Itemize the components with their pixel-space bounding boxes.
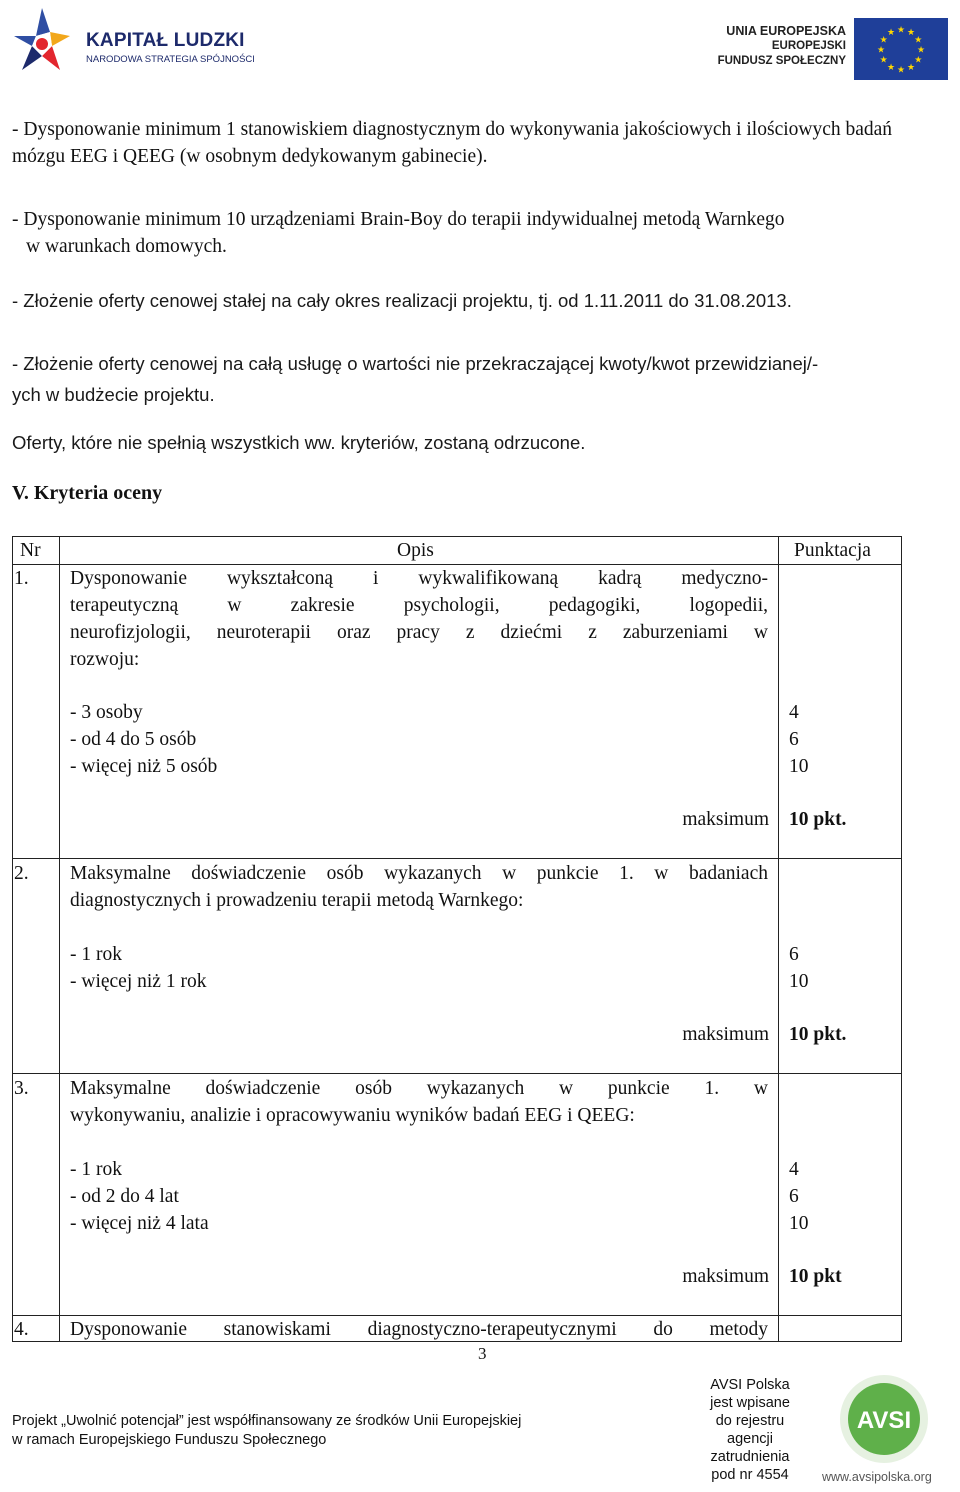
eu-line-2: EUROPEJSKI xyxy=(771,40,846,52)
avsi-url: www.avsipolska.org xyxy=(822,1470,932,1484)
row-3-nr: 3. xyxy=(14,1078,29,1099)
row-1-points: 10 xyxy=(789,756,809,777)
row-2-points: 10 xyxy=(789,971,809,992)
avsi-logo-text: AVSI xyxy=(856,1407,912,1434)
row-2-desc-line: Maksymalne doświadczenie osób wykazanych w punkcie 1. w badaniach xyxy=(70,863,768,884)
requirement-budget xyxy=(12,348,947,410)
requirement-fixed-price: - Złożenie oferty cenowej stałej na cały okres realizacji projektu, tj. od 1.11.2011 do 31.08.2013. xyxy=(12,290,792,311)
requirement-budget-line2: ych w budżecie projektu. xyxy=(12,384,215,405)
eu-star-icon: ★ xyxy=(906,28,916,39)
eu-star-icon: ★ xyxy=(886,62,896,73)
avsi-reg-line: agencji xyxy=(727,1431,773,1447)
row-3-desc-line: wykonywaniu, analizie i opracowywaniu wyników badań EEG i QEEG: xyxy=(70,1105,635,1126)
row-3-option: - 1 rok xyxy=(70,1159,122,1180)
eu-logo xyxy=(717,8,954,76)
eu-star-icon: ★ xyxy=(914,35,923,46)
row-1-points: 6 xyxy=(789,729,799,750)
row-1-option: - więcej niż 5 osób xyxy=(70,756,218,777)
avsi-logo xyxy=(838,1372,930,1466)
avsi-reg-line: zatrudnienia xyxy=(710,1449,790,1465)
project-funding-note xyxy=(12,1412,521,1450)
row-2-max-points: 10 pkt. xyxy=(789,1024,847,1045)
project-funding-line2: w ramach Europejskiego Funduszu Społecznego xyxy=(12,1432,327,1448)
kapital-ludzki-subtitle: NARODOWA STRATEGIA SPÓJNOŚCI xyxy=(86,54,255,65)
row-3-option: - od 2 do 4 lat xyxy=(70,1186,179,1207)
eu-star-icon: ★ xyxy=(896,65,906,76)
row-3-points: 4 xyxy=(789,1159,799,1180)
row-1-desc-line: rozwoju: xyxy=(70,649,140,670)
kapital-ludzki-title: KAPITAŁ LUDZKI xyxy=(86,30,245,51)
row-2-points: 6 xyxy=(789,944,799,965)
row-divider-2 xyxy=(13,1073,901,1074)
row-1-max-label: maksimum xyxy=(682,809,769,830)
row-1-description xyxy=(70,565,768,673)
row-2-option: - 1 rok xyxy=(70,944,122,965)
row-3-points: 10 xyxy=(789,1213,809,1234)
eu-star-icon: ★ xyxy=(916,45,926,56)
row-4-desc-line: Dysponowanie stanowiskami diagnostyczno-terapeutycznymi do metody xyxy=(70,1319,768,1340)
row-2-max-label: maksimum xyxy=(682,1024,769,1045)
requirement-brain-boy-line1: - Dysponowanie minimum 10 urządzeniami Brain-Boy do terapii indywidualnej metodą Warnkego xyxy=(12,209,785,230)
row-2-nr: 2. xyxy=(14,863,29,884)
eu-star-icon: ★ xyxy=(886,28,896,39)
row-3-max-label: maksimum xyxy=(682,1266,769,1287)
row-1-option: - od 4 do 5 osób xyxy=(70,729,197,750)
requirement-eeg-station: - Dysponowanie minimum 1 stanowiskiem diagnostycznym do wykonywania jakościowych i ilościowych badań mózgu EEG i QEEG (w osobnym dedykowanym gabinecie). xyxy=(12,119,893,167)
row-divider-1 xyxy=(13,858,901,859)
row-3-max-points: 10 pkt xyxy=(789,1266,842,1287)
page-number: 3 xyxy=(478,1344,487,1363)
rejection-note: Oferty, które nie spełnią wszystkich ww. kryteriów, zostaną odrzucone. xyxy=(12,432,586,453)
avsi-reg-line: pod nr 4554 xyxy=(711,1467,789,1483)
row-1-desc-line: Dysponowanie wykształconą i wykwalifikowaną kadrą medyczno- xyxy=(70,568,768,589)
eu-star-icon: ★ xyxy=(906,62,916,73)
row-3-desc-line: Maksymalne doświadczenie osób wykazanych w punkcie 1. w xyxy=(70,1078,768,1099)
eu-star-icon: ★ xyxy=(879,35,888,46)
row-2-option: - więcej niż 1 rok xyxy=(70,971,207,992)
row-3-description xyxy=(70,1075,768,1129)
criteria-table xyxy=(12,536,902,1342)
header-opis: Opis xyxy=(397,540,434,561)
row-1-option: - 3 osoby xyxy=(70,702,143,723)
avsi-registration xyxy=(688,1376,812,1484)
kapital-ludzki-logo xyxy=(12,6,255,74)
row-4-nr: 4. xyxy=(14,1319,29,1340)
project-funding-line1: Projekt „Uwolnić potencjał” jest współfinansowany ze środków Unii Europejskiej xyxy=(12,1413,522,1429)
eu-line-1: UNIA EUROPEJSKA xyxy=(726,24,846,38)
table-divider-nr xyxy=(59,537,60,1341)
avsi-reg-line: do rejestru xyxy=(715,1413,785,1429)
avsi-reg-line: jest wpisane xyxy=(710,1395,790,1411)
requirement-budget-line1: - Złożenie oferty cenowej na całą usługę o wartości nie przekraczającej kwoty/kwot przewidzianej/- xyxy=(12,353,819,374)
row-1-points: 4 xyxy=(789,702,799,723)
header-punktacja: Punktacja xyxy=(794,540,871,561)
eu-star-icon: ★ xyxy=(914,55,923,66)
avsi-reg-line: AVSI Polska xyxy=(710,1377,790,1393)
table-divider-points xyxy=(778,537,779,1341)
section-heading: V. Kryteria oceny xyxy=(12,482,163,504)
header-nr: Nr xyxy=(20,540,41,561)
row-1-desc-line: terapeutyczną w zakresie psychologii, pedagogiki, logopedii, xyxy=(70,595,768,616)
row-2-desc-line: diagnostycznych i prowadzeniu terapii metodą Warnkego: xyxy=(70,890,524,911)
eu-flag-icon xyxy=(854,18,948,80)
kapital-ludzki-star-icon xyxy=(12,6,72,74)
eu-star-icon: ★ xyxy=(896,25,906,36)
row-2-description xyxy=(70,860,768,914)
requirement-brain-boy xyxy=(12,206,947,260)
row-3-option: - więcej niż 4 lata xyxy=(70,1213,209,1234)
row-1-max-points: 10 pkt. xyxy=(789,809,847,830)
eu-line-3: FUNDUSZ SPOŁECZNY xyxy=(717,55,846,67)
row-1-desc-line: neurofizjologii, neuroterapii oraz pracy z dziećmi z zaburzeniami w xyxy=(70,622,768,643)
row-1-nr: 1. xyxy=(14,568,29,589)
requirement-brain-boy-line2: w warunkach domowych. xyxy=(26,236,227,257)
row-3-points: 6 xyxy=(789,1186,799,1207)
eu-star-icon: ★ xyxy=(876,45,886,56)
eu-star-icon: ★ xyxy=(879,55,888,66)
